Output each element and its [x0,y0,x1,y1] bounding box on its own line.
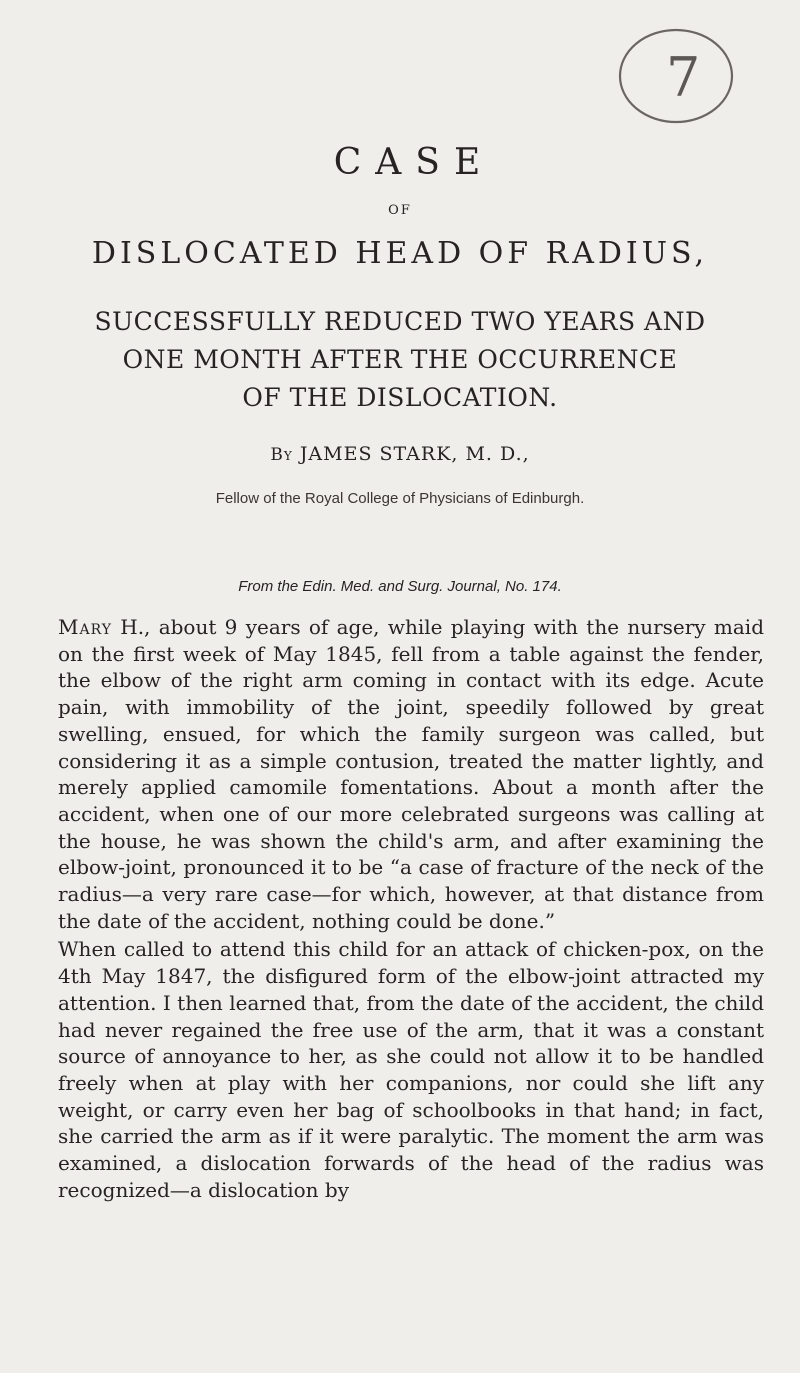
source-citation: From the Edin. Med. and Surg. Journal, No. 174. [238,578,562,595]
subtitle-line: ONE MONTH AFTER THE OCCURRENCE [122,345,678,374]
stamp-number: 7 [666,46,701,109]
title-of: OF [388,203,412,218]
paragraph: When called to attend this child for an attack of chicken-pox, on the 4th May 1847, the disfigured form of the elbow-joint attracted my attention. I then learned that, from the date of the accident, the child had never regained the free use of the arm, that it was a constant source of annoyance to her, as she could not allow it to be handled freely when at play with her companions, nor could she lift any weight, or carry even her bag of schoolbooks in that hand; in fact, she carried the arm as if it were paralytic. The moment the arm was examined, a dislocation forwards of the head of the radius was recognized—a dislocation by [58,937,764,1202]
author-line [0,443,800,465]
subtitle-line: SUCCESSFULLY REDUCED TWO YEARS AND [94,307,706,336]
author-name: JAMES STARK, M. D., [299,443,530,465]
subtitle-line: OF THE DISLOCATION. [242,383,558,412]
author-affiliation: Fellow of the Royal College of Physicians of Edinburgh. [215,490,585,507]
paragraph-lead: Mary [58,615,112,639]
by-label: By [270,445,293,465]
title-case: CASE [333,142,495,183]
paragraph-text: H., about 9 years of age, while playing with the nursery maid on the first week of May 1845, fell from a table against the fender, the elbow of the right arm coming in contact with its edge. Acute pain, with immobility of the joint, speedily followed by great swelling, ensued, for which the family surgeon was called, but considering it as a simple contusion, treated the matter lightly, and merely applied camomile fomentations. About a month after the accident, when one of our more celebrated surgeons was calling at the house, he was shown the child's arm, and after examining the elbow-joint, pronounced it to be “a case of fracture of the neck of the radius—a very rare case—for which, however, at that distance from the date of the accident, nothing could be done.” [58,615,764,933]
paragraph [58,614,764,934]
main-title: DISLOCATED HEAD OF RADIUS, [91,236,709,271]
body-text [58,614,764,1203]
library-stamp [608,18,738,128]
subtitle [0,303,800,417]
